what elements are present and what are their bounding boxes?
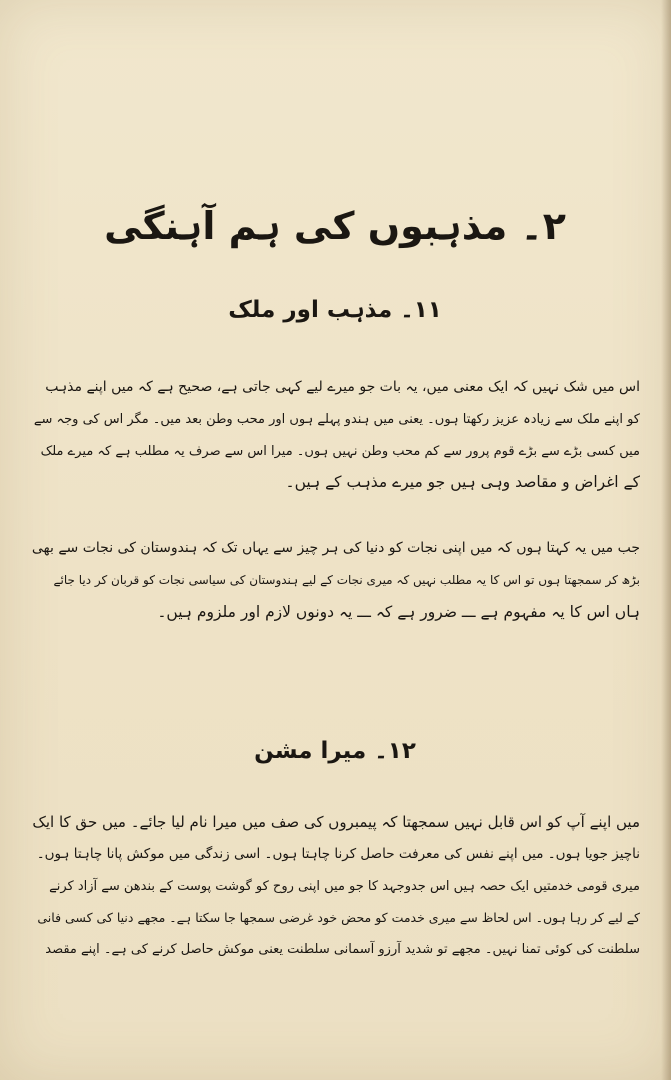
chapter-title: ۲۔ مذہبوں کی ہم آہنگی [104,204,566,248]
page-binding-shadow [661,0,671,1080]
page-content [30,0,640,1080]
text-line: کے لیے کر رہا ہوں۔ اس لحاظ سے میری خدمت کو محض خود غرضی سمجھا جا سکتا ہے۔ مجھے دنیا کی کسی فانی [37,910,640,926]
paragraph-religion-and-country [30,372,640,499]
section-heading-my-mission: ۱۲۔ میرا مشن [254,738,416,764]
text-line: سلطنت کی کوئی تمنا نہیں۔ مجھے تو شدید آرزو آسمانی سلطنت یعنی موکش حاصل کرنے کی ہے۔ اپنے مقصد [45,942,640,958]
text-line: کو اپنے ملک سے زیادہ عزیز رکھتا ہوں۔ یعنی میں ہندو پہلے ہوں اور محب وطن بعد میں۔ مگر اس کی وجہ سے [33,411,640,427]
text-line: کے اغراض و مقاصد وہی ہیں جو میرے مذہب کے ہیں۔ [285,473,640,492]
text-line: میری قومی خدمتیں ایک حصہ ہیں اس جدوجہد کا جو میں اپنی روح کو گوشت پوست کے بندھن سے آزاد کرنے [49,878,640,894]
text-line: میں کسی بڑے سے بڑے قوم پرور سے کم محب وطن نہیں ہوں۔ میرا اس سے صرف یہ مطلب ہے کہ میرے ملک [40,443,640,459]
text-line: ہاں اس کا یہ مفہوم ہے ـــ ضرور ہے کہ ـــ یہ دونوں لازم اور ملزوم ہیں۔ [157,602,640,621]
section-heading-religion-and-country: ۱۱۔ مذہب اور ملک [228,297,442,323]
paragraph-salvation [30,533,640,628]
paragraph-my-mission [30,807,640,966]
text-line: میں اپنے آپ کو اس قابل نہیں سمجھتا کہ پیمبروں کی صف میں میرا نام لیا جائے۔ میں حق کا ایک [32,813,640,831]
text-line: جب میں یہ کہتا ہوں کہ میں اپنی نجات کو دنیا کی ہر چیز سے یہاں تک کہ ہندوستان کی نجات سے بھی [31,540,640,556]
text-line: ناچیز جویا ہوں۔ میں اپنے نفس کی معرفت حاصل کرنا چاہتا ہوں۔ اسی زندگی میں موکش پانا چاہتا ہوں۔ [36,845,640,862]
text-line: اس میں شک نہیں کہ ایک معنی میں، یہ بات جو میرے لیے کہی جاتی ہے، صحیح ہے کہ میں اپنے مذہب [45,379,640,395]
text-line: بڑھ کر سمجھتا ہوں تو اس کا یہ مطلب نہیں کہ میری نجات کے لیے ہندوستان کی سیاسی نجات کو قربان کر دیا جائے [53,572,640,587]
